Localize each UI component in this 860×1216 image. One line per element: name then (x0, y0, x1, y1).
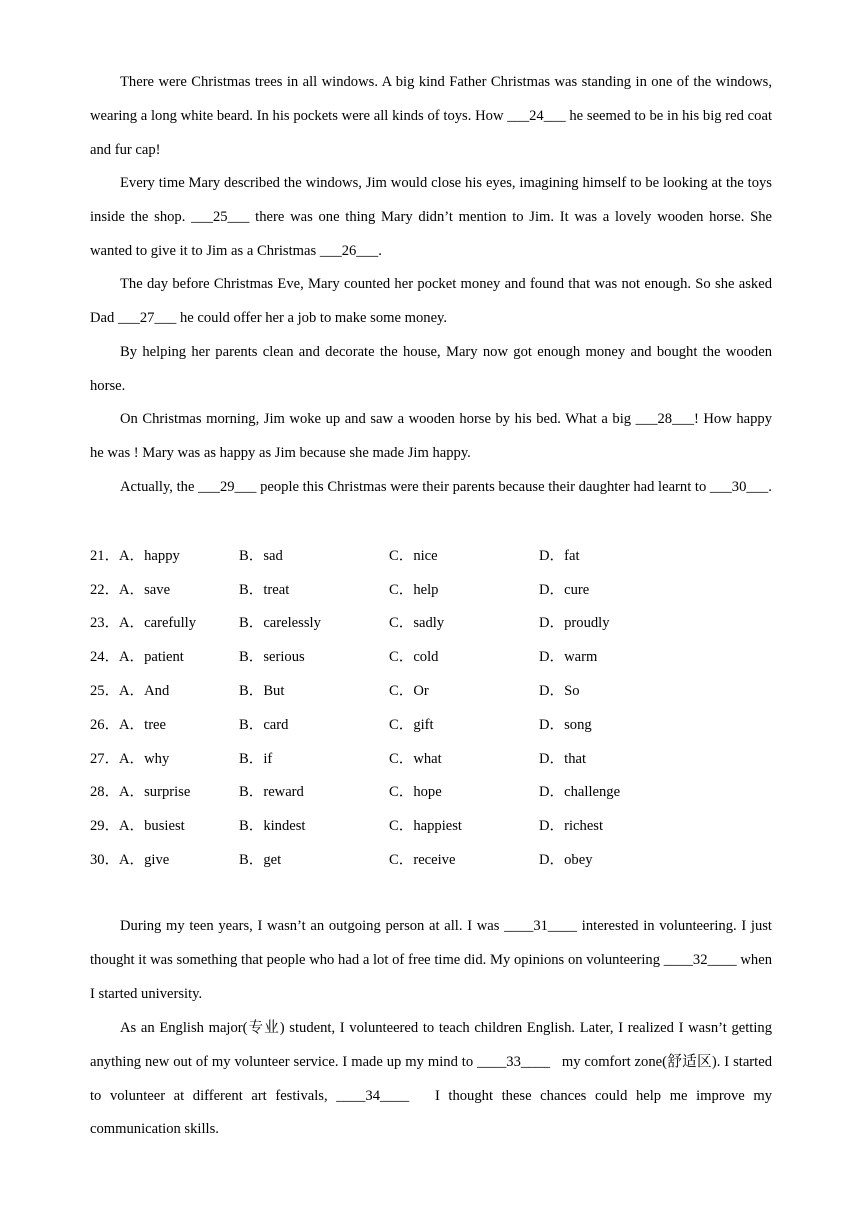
option-d: D．song (539, 717, 592, 733)
option-a: A．busiest (119, 818, 185, 834)
option-d: D．proudly (539, 615, 610, 631)
question-number: 30． (90, 852, 120, 868)
option-c: C．happiest (389, 818, 462, 834)
question-row-27 (90, 749, 772, 769)
option-b: B．carelessly (239, 615, 321, 631)
passage1-paragraph-3: The day before Christmas Eve, Mary counted her pocket money and found that was not enough. So she asked Dad ___27___ he could offer her a job to make some money. (90, 276, 772, 326)
option-a: A．And (119, 683, 170, 699)
question-row-23 (90, 613, 772, 633)
question-row-21 (90, 546, 772, 566)
option-c: C．help (389, 582, 439, 598)
question-number: 21． (90, 548, 120, 564)
option-a: A．give (119, 852, 170, 868)
question-number: 24． (90, 649, 120, 665)
question-number: 28． (90, 784, 120, 800)
option-d: D．fat (539, 548, 580, 564)
question-row-29 (90, 816, 772, 836)
option-c: C．cold (389, 649, 439, 665)
option-b: B．kindest (239, 818, 306, 834)
question-number: 22． (90, 582, 120, 598)
option-b: B．sad (239, 548, 283, 564)
passage1-paragraph-6: Actually, the ___29___ people this Christmas were their parents because their daughter had learnt to ___30___. (120, 479, 772, 495)
option-a: A．patient (119, 649, 184, 665)
passage1-paragraph-4: By helping her parents clean and decorate the house, Mary now got enough money and bought the wooden horse. (90, 344, 772, 394)
option-d: D．richest (539, 818, 604, 834)
option-b: B．get (239, 852, 282, 868)
option-c: C．hope (389, 784, 442, 800)
option-c: C．nice (389, 548, 438, 564)
passage1-paragraph-2: Every time Mary described the windows, Jim would close his eyes, imagining himself to be looking at the toys inside the shop. ___25___ there was one thing Mary didn’t mention to Jim. It was a lovely wooden horse. She wanted to give it to Jim as a Christmas ___26___. (90, 175, 772, 259)
passage2-paragraph-1: During my teen years, I wasn’t an outgoing person at all. I was ____31____ interested in volunteering. I just thought it was something that people who had a lot of free time did. My opinions on volunteering ____32____ when I started university. (90, 918, 772, 1002)
passage2-paragraph-2: As an English major(专业) student, I volunteered to teach children English. Later, I realized I wasn’t getting anything new out of my volunteer service. I made up my mind to ____33____ my comfort zone(舒适区). I started to volunteer at different art festivals, ____34____ I thought these chances could help me improve my communication skills. (90, 1020, 772, 1138)
option-c: C．Or (389, 683, 429, 699)
question-row-28 (90, 782, 772, 802)
option-d: D．cure (539, 582, 590, 598)
question-number: 27． (90, 751, 120, 767)
question-number: 23． (90, 615, 120, 631)
option-b: B．if (239, 751, 273, 767)
question-number: 25． (90, 683, 120, 699)
option-d: D．obey (539, 852, 593, 868)
option-b: B．But (239, 683, 285, 699)
option-b: B．treat (239, 582, 290, 598)
passage1-paragraph-1: There were Christmas trees in all windows. A big kind Father Christmas was standing in one of the windows, wearing a long white beard. In his pockets were all kinds of toys. How ___24___ he seemed to be in his big red coat and fur cap! (90, 74, 772, 158)
option-b: B．card (239, 717, 289, 733)
option-a: A．save (119, 582, 171, 598)
option-b: B．serious (239, 649, 305, 665)
option-c: C．sadly (389, 615, 445, 631)
question-row-30 (90, 850, 772, 870)
question-number: 29． (90, 818, 120, 834)
question-row-24 (90, 647, 772, 667)
question-row-22 (90, 580, 772, 600)
option-d: D．that (539, 751, 587, 767)
option-d: D．challenge (539, 784, 621, 800)
option-b: B．reward (239, 784, 304, 800)
option-c: C．gift (389, 717, 434, 733)
question-row-26 (90, 715, 772, 735)
option-a: A．tree (119, 717, 167, 733)
option-a: A．carefully (119, 615, 196, 631)
passage1-paragraph-5: On Christmas morning, Jim woke up and saw a wooden horse by his bed. What a big ___28___! How happy he was ! Mary was as happy as Jim because she made Jim happy. (90, 411, 772, 461)
option-a: A．happy (119, 548, 180, 564)
option-a: A．why (119, 751, 170, 767)
question-row-25 (90, 681, 772, 701)
option-a: A．surprise (119, 784, 191, 800)
option-d: D．warm (539, 649, 598, 665)
option-c: C．what (389, 751, 442, 767)
option-d: D．So (539, 683, 580, 699)
option-c: C．receive (389, 852, 456, 868)
question-number: 26． (90, 717, 120, 733)
